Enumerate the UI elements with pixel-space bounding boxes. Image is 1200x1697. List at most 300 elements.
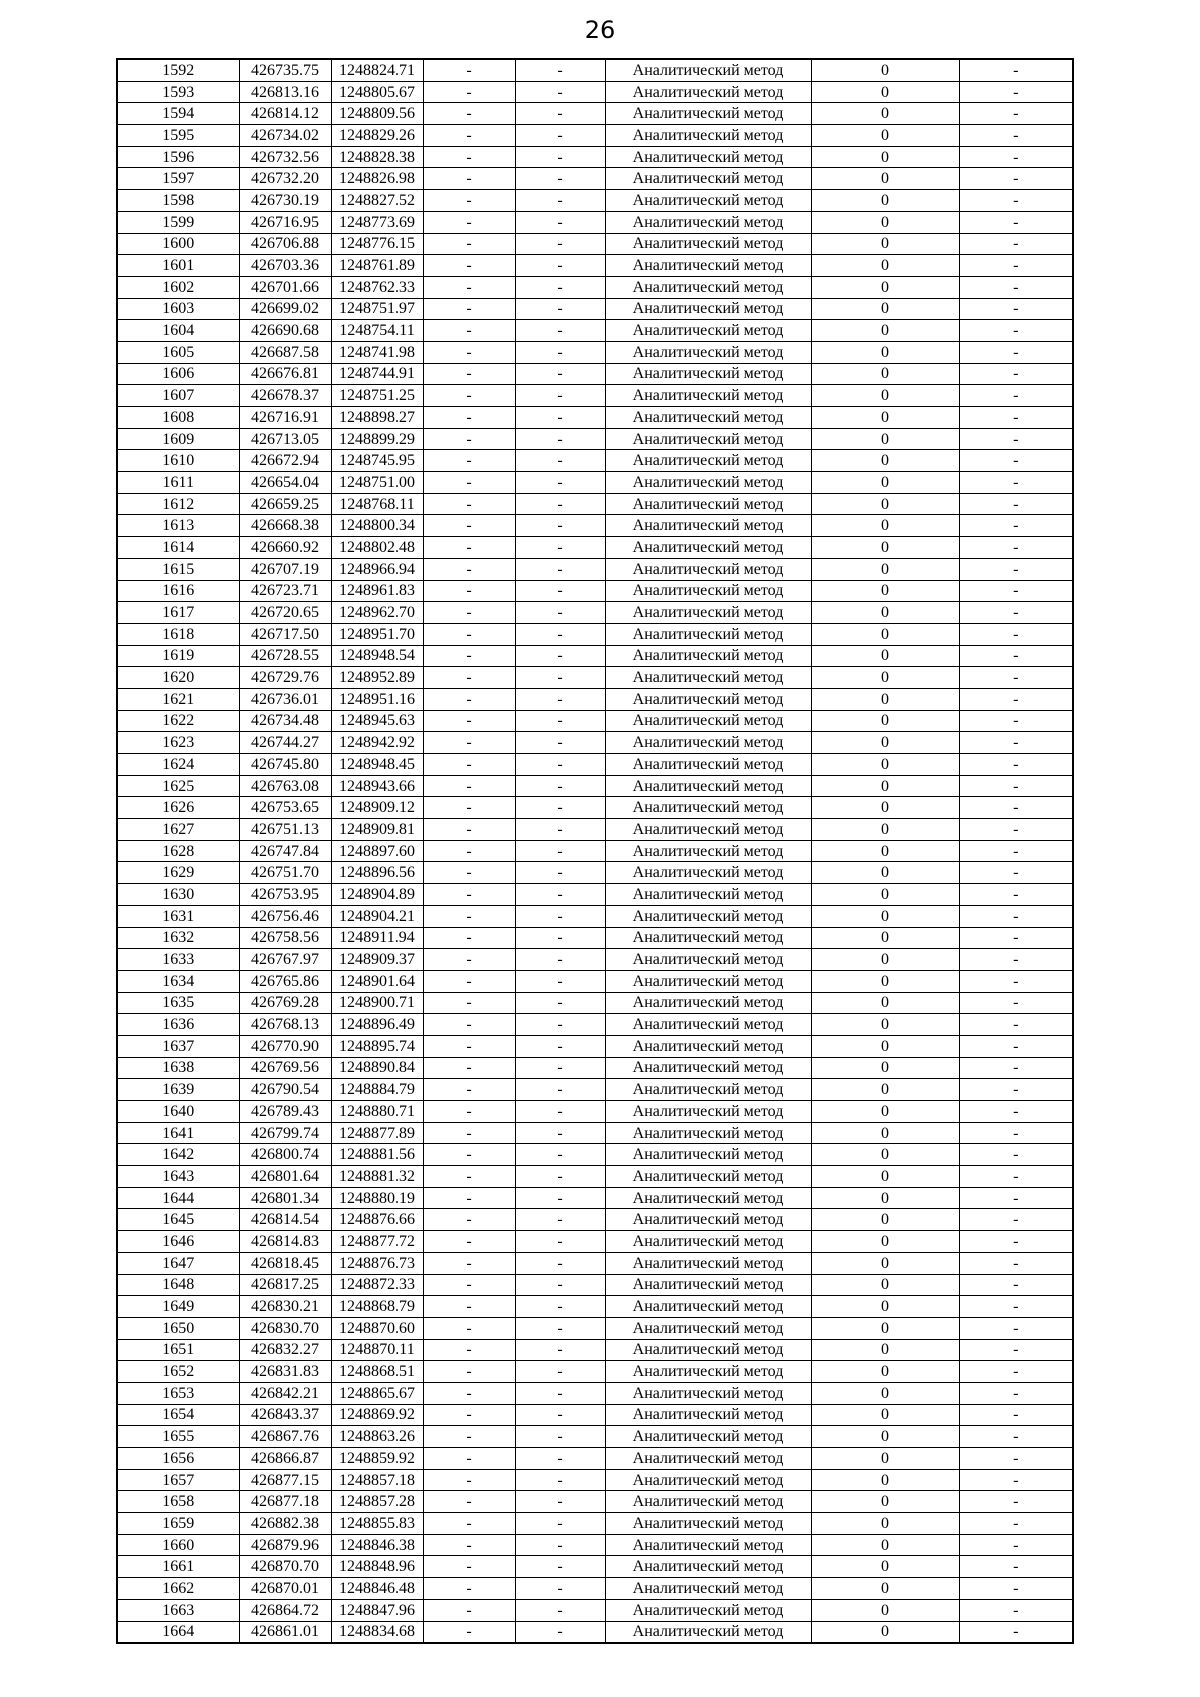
table-row	[117, 667, 1073, 689]
value-cell: 0	[811, 472, 959, 494]
x-coordinate-cell: 426690.68	[239, 320, 331, 342]
point-number-cell: 1610	[117, 450, 239, 472]
point-number-cell: 1659	[117, 1513, 239, 1535]
value-cell: 0	[811, 320, 959, 342]
dash-cell: -	[959, 320, 1073, 342]
x-coordinate-cell: 426814.83	[239, 1231, 331, 1253]
dash-cell: -	[515, 146, 605, 168]
dash-cell: -	[423, 1317, 515, 1339]
y-coordinate-cell: 1248911.94	[331, 927, 423, 949]
value-cell: 0	[811, 168, 959, 190]
dash-cell: -	[423, 1122, 515, 1144]
dash-cell: -	[423, 1621, 515, 1643]
y-coordinate-cell: 1248751.25	[331, 385, 423, 407]
dash-cell: -	[423, 1144, 515, 1166]
table-row	[117, 190, 1073, 212]
dash-cell: -	[423, 298, 515, 320]
dash-cell: -	[515, 1448, 605, 1470]
y-coordinate-cell: 1248863.26	[331, 1426, 423, 1448]
method-cell: Аналитический метод	[605, 1252, 811, 1274]
point-number-cell: 1625	[117, 775, 239, 797]
y-coordinate-cell: 1248884.79	[331, 1079, 423, 1101]
dash-cell: -	[959, 1101, 1073, 1123]
point-number-cell: 1611	[117, 472, 239, 494]
x-coordinate-cell: 426751.13	[239, 819, 331, 841]
dash-cell: -	[423, 1513, 515, 1535]
point-number-cell: 1620	[117, 667, 239, 689]
method-cell: Аналитический метод	[605, 1014, 811, 1036]
dash-cell: -	[423, 1274, 515, 1296]
value-cell: 0	[811, 1513, 959, 1535]
x-coordinate-cell: 426870.01	[239, 1578, 331, 1600]
point-number-cell: 1624	[117, 754, 239, 776]
point-number-cell: 1657	[117, 1469, 239, 1491]
value-cell: 0	[811, 1231, 959, 1253]
method-cell: Аналитический метод	[605, 754, 811, 776]
point-number-cell: 1600	[117, 233, 239, 255]
dash-cell: -	[515, 1296, 605, 1318]
dash-cell: -	[959, 428, 1073, 450]
y-coordinate-cell: 1248865.67	[331, 1382, 423, 1404]
dash-cell: -	[959, 146, 1073, 168]
value-cell: 0	[811, 1534, 959, 1556]
dash-cell: -	[515, 276, 605, 298]
dash-cell: -	[515, 688, 605, 710]
dash-cell: -	[515, 1361, 605, 1383]
dash-cell: -	[423, 1556, 515, 1578]
dash-cell: -	[959, 667, 1073, 689]
y-coordinate-cell: 1248805.67	[331, 81, 423, 103]
value-cell: 0	[811, 1382, 959, 1404]
x-coordinate-cell: 426861.01	[239, 1621, 331, 1643]
table-row	[117, 103, 1073, 125]
y-coordinate-cell: 1248824.71	[331, 59, 423, 81]
method-cell: Аналитический метод	[605, 1578, 811, 1600]
point-number-cell: 1597	[117, 168, 239, 190]
table-row	[117, 1491, 1073, 1513]
value-cell: 0	[811, 905, 959, 927]
value-cell: 0	[811, 1491, 959, 1513]
dash-cell: -	[423, 754, 515, 776]
value-cell: 0	[811, 754, 959, 776]
dash-cell: -	[515, 1556, 605, 1578]
method-cell: Аналитический метод	[605, 407, 811, 429]
dash-cell: -	[515, 1035, 605, 1057]
x-coordinate-cell: 426729.76	[239, 667, 331, 689]
dash-cell: -	[959, 754, 1073, 776]
table-row	[117, 819, 1073, 841]
x-coordinate-cell: 426864.72	[239, 1599, 331, 1621]
dash-cell: -	[515, 103, 605, 125]
x-coordinate-cell: 426831.83	[239, 1361, 331, 1383]
method-cell: Аналитический метод	[605, 1534, 811, 1556]
dash-cell: -	[423, 59, 515, 81]
dash-cell: -	[423, 493, 515, 515]
y-coordinate-cell: 1248948.45	[331, 754, 423, 776]
point-number-cell: 1603	[117, 298, 239, 320]
table-row	[117, 81, 1073, 103]
table-row	[117, 1404, 1073, 1426]
dash-cell: -	[959, 1296, 1073, 1318]
value-cell: 0	[811, 819, 959, 841]
y-coordinate-cell: 1248890.84	[331, 1057, 423, 1079]
point-number-cell: 1613	[117, 515, 239, 537]
method-cell: Аналитический метод	[605, 1448, 811, 1470]
x-coordinate-cell: 426707.19	[239, 558, 331, 580]
y-coordinate-cell: 1248942.92	[331, 732, 423, 754]
dash-cell: -	[959, 1491, 1073, 1513]
dash-cell: -	[423, 1079, 515, 1101]
dash-cell: -	[515, 168, 605, 190]
method-cell: Аналитический метод	[605, 949, 811, 971]
dash-cell: -	[959, 1534, 1073, 1556]
dash-cell: -	[959, 927, 1073, 949]
dash-cell: -	[515, 710, 605, 732]
dash-cell: -	[959, 341, 1073, 363]
y-coordinate-cell: 1248848.96	[331, 1556, 423, 1578]
x-coordinate-cell: 426728.55	[239, 645, 331, 667]
method-cell: Аналитический метод	[605, 819, 811, 841]
table-row	[117, 298, 1073, 320]
value-cell: 0	[811, 450, 959, 472]
x-coordinate-cell: 426765.86	[239, 970, 331, 992]
dash-cell: -	[423, 732, 515, 754]
dash-cell: -	[515, 233, 605, 255]
value-cell: 0	[811, 1317, 959, 1339]
method-cell: Аналитический метод	[605, 623, 811, 645]
dash-cell: -	[515, 81, 605, 103]
x-coordinate-cell: 426813.16	[239, 81, 331, 103]
table-row	[117, 1469, 1073, 1491]
x-coordinate-cell: 426734.02	[239, 125, 331, 147]
method-cell: Аналитический метод	[605, 211, 811, 233]
y-coordinate-cell: 1248904.89	[331, 884, 423, 906]
dash-cell: -	[515, 1426, 605, 1448]
y-coordinate-cell: 1248868.51	[331, 1361, 423, 1383]
x-coordinate-cell: 426817.25	[239, 1274, 331, 1296]
method-cell: Аналитический метод	[605, 710, 811, 732]
table-row	[117, 363, 1073, 385]
dash-cell: -	[423, 428, 515, 450]
dash-cell: -	[515, 1079, 605, 1101]
x-coordinate-cell: 426830.21	[239, 1296, 331, 1318]
table-row	[117, 1274, 1073, 1296]
table-row	[117, 1209, 1073, 1231]
dash-cell: -	[959, 645, 1073, 667]
value-cell: 0	[811, 537, 959, 559]
y-coordinate-cell: 1248880.19	[331, 1187, 423, 1209]
dash-cell: -	[423, 211, 515, 233]
value-cell: 0	[811, 298, 959, 320]
dash-cell: -	[959, 1621, 1073, 1643]
dash-cell: -	[959, 103, 1073, 125]
y-coordinate-cell: 1248762.33	[331, 276, 423, 298]
point-number-cell: 1602	[117, 276, 239, 298]
x-coordinate-cell: 426713.05	[239, 428, 331, 450]
dash-cell: -	[423, 558, 515, 580]
x-coordinate-cell: 426799.74	[239, 1122, 331, 1144]
dash-cell: -	[959, 732, 1073, 754]
y-coordinate-cell: 1248859.92	[331, 1448, 423, 1470]
dash-cell: -	[515, 1404, 605, 1426]
dash-cell: -	[423, 1578, 515, 1600]
y-coordinate-cell: 1248868.79	[331, 1296, 423, 1318]
dash-cell: -	[515, 363, 605, 385]
dash-cell: -	[959, 1035, 1073, 1057]
table-row	[117, 493, 1073, 515]
dash-cell: -	[423, 320, 515, 342]
point-number-cell: 1592	[117, 59, 239, 81]
point-number-cell: 1638	[117, 1057, 239, 1079]
method-cell: Аналитический метод	[605, 1035, 811, 1057]
table-row	[117, 580, 1073, 602]
table-row	[117, 970, 1073, 992]
point-number-cell: 1631	[117, 905, 239, 927]
y-coordinate-cell: 1248961.83	[331, 580, 423, 602]
dash-cell: -	[515, 992, 605, 1014]
y-coordinate-cell: 1248751.00	[331, 472, 423, 494]
value-cell: 0	[811, 211, 959, 233]
point-number-cell: 1664	[117, 1621, 239, 1643]
x-coordinate-cell: 426751.70	[239, 862, 331, 884]
value-cell: 0	[811, 1144, 959, 1166]
table-row	[117, 840, 1073, 862]
table-row	[117, 754, 1073, 776]
y-coordinate-cell: 1248951.70	[331, 623, 423, 645]
method-cell: Аналитический метод	[605, 1339, 811, 1361]
value-cell: 0	[811, 884, 959, 906]
value-cell: 0	[811, 190, 959, 212]
point-number-cell: 1658	[117, 1491, 239, 1513]
method-cell: Аналитический метод	[605, 59, 811, 81]
dash-cell: -	[515, 1122, 605, 1144]
value-cell: 0	[811, 1339, 959, 1361]
method-cell: Аналитический метод	[605, 1122, 811, 1144]
method-cell: Аналитический метод	[605, 992, 811, 1014]
method-cell: Аналитический метод	[605, 558, 811, 580]
dash-cell: -	[959, 1057, 1073, 1079]
table-row	[117, 168, 1073, 190]
dash-cell: -	[959, 1122, 1073, 1144]
dash-cell: -	[959, 1599, 1073, 1621]
x-coordinate-cell: 426867.76	[239, 1426, 331, 1448]
method-cell: Аналитический метод	[605, 255, 811, 277]
value-cell: 0	[811, 558, 959, 580]
method-cell: Аналитический метод	[605, 1317, 811, 1339]
dash-cell: -	[423, 992, 515, 1014]
value-cell: 0	[811, 1252, 959, 1274]
dash-cell: -	[959, 255, 1073, 277]
table-row	[117, 1296, 1073, 1318]
y-coordinate-cell: 1248962.70	[331, 602, 423, 624]
x-coordinate-cell: 426866.87	[239, 1448, 331, 1470]
dash-cell: -	[423, 1448, 515, 1470]
y-coordinate-cell: 1248899.29	[331, 428, 423, 450]
dash-cell: -	[959, 1426, 1073, 1448]
dash-cell: -	[959, 81, 1073, 103]
value-cell: 0	[811, 1448, 959, 1470]
y-coordinate-cell: 1248895.74	[331, 1035, 423, 1057]
table-row	[117, 775, 1073, 797]
table-row	[117, 1014, 1073, 1036]
dash-cell: -	[515, 255, 605, 277]
point-number-cell: 1593	[117, 81, 239, 103]
value-cell: 0	[811, 862, 959, 884]
dash-cell: -	[423, 407, 515, 429]
dash-cell: -	[959, 125, 1073, 147]
dash-cell: -	[959, 1317, 1073, 1339]
table-row	[117, 732, 1073, 754]
value-cell: 0	[811, 146, 959, 168]
dash-cell: -	[423, 1361, 515, 1383]
dash-cell: -	[515, 970, 605, 992]
dash-cell: -	[515, 797, 605, 819]
point-number-cell: 1628	[117, 840, 239, 862]
point-number-cell: 1633	[117, 949, 239, 971]
x-coordinate-cell: 426678.37	[239, 385, 331, 407]
value-cell: 0	[811, 1556, 959, 1578]
point-number-cell: 1644	[117, 1187, 239, 1209]
y-coordinate-cell: 1248800.34	[331, 515, 423, 537]
dash-cell: -	[423, 970, 515, 992]
dash-cell: -	[423, 1252, 515, 1274]
value-cell: 0	[811, 341, 959, 363]
table-row	[117, 450, 1073, 472]
y-coordinate-cell: 1248761.89	[331, 255, 423, 277]
dash-cell: -	[423, 255, 515, 277]
y-coordinate-cell: 1248943.66	[331, 775, 423, 797]
x-coordinate-cell: 426789.43	[239, 1101, 331, 1123]
dash-cell: -	[423, 363, 515, 385]
table-row	[117, 385, 1073, 407]
table-row	[117, 1166, 1073, 1188]
method-cell: Аналитический метод	[605, 840, 811, 862]
point-number-cell: 1663	[117, 1599, 239, 1621]
value-cell: 0	[811, 233, 959, 255]
table-row	[117, 645, 1073, 667]
dash-cell: -	[423, 645, 515, 667]
x-coordinate-cell: 426723.71	[239, 580, 331, 602]
dash-cell: -	[515, 645, 605, 667]
method-cell: Аналитический метод	[605, 363, 811, 385]
x-coordinate-cell: 426734.48	[239, 710, 331, 732]
table-row	[117, 1144, 1073, 1166]
dash-cell: -	[959, 884, 1073, 906]
y-coordinate-cell: 1248857.28	[331, 1491, 423, 1513]
y-coordinate-cell: 1248877.89	[331, 1122, 423, 1144]
dash-cell: -	[423, 1231, 515, 1253]
x-coordinate-cell: 426654.04	[239, 472, 331, 494]
dash-cell: -	[515, 1101, 605, 1123]
point-number-cell: 1652	[117, 1361, 239, 1383]
table-row	[117, 992, 1073, 1014]
dash-cell: -	[959, 407, 1073, 429]
table-row	[117, 1513, 1073, 1535]
dash-cell: -	[423, 1491, 515, 1513]
value-cell: 0	[811, 1469, 959, 1491]
table-row	[117, 1426, 1073, 1448]
dash-cell: -	[423, 1014, 515, 1036]
dash-cell: -	[959, 1448, 1073, 1470]
table-row	[117, 1317, 1073, 1339]
dash-cell: -	[959, 363, 1073, 385]
y-coordinate-cell: 1248872.33	[331, 1274, 423, 1296]
dash-cell: -	[959, 862, 1073, 884]
value-cell: 0	[811, 970, 959, 992]
point-number-cell: 1634	[117, 970, 239, 992]
y-coordinate-cell: 1248870.60	[331, 1317, 423, 1339]
table-row	[117, 949, 1073, 971]
dash-cell: -	[423, 602, 515, 624]
point-number-cell: 1646	[117, 1231, 239, 1253]
method-cell: Аналитический метод	[605, 1426, 811, 1448]
y-coordinate-cell: 1248828.38	[331, 146, 423, 168]
table-row	[117, 276, 1073, 298]
value-cell: 0	[811, 927, 959, 949]
y-coordinate-cell: 1248876.66	[331, 1209, 423, 1231]
x-coordinate-cell: 426753.95	[239, 884, 331, 906]
y-coordinate-cell: 1248904.21	[331, 905, 423, 927]
y-coordinate-cell: 1248896.49	[331, 1014, 423, 1036]
table-row	[117, 1057, 1073, 1079]
table-row	[117, 537, 1073, 559]
y-coordinate-cell: 1248870.11	[331, 1339, 423, 1361]
dash-cell: -	[515, 949, 605, 971]
value-cell: 0	[811, 1296, 959, 1318]
point-number-cell: 1662	[117, 1578, 239, 1600]
method-cell: Аналитический метод	[605, 385, 811, 407]
dash-cell: -	[423, 797, 515, 819]
dash-cell: -	[515, 558, 605, 580]
value-cell: 0	[811, 385, 959, 407]
dash-cell: -	[423, 688, 515, 710]
y-coordinate-cell: 1248876.73	[331, 1252, 423, 1274]
method-cell: Аналитический метод	[605, 1079, 811, 1101]
point-number-cell: 1650	[117, 1317, 239, 1339]
table-row	[117, 688, 1073, 710]
value-cell: 0	[811, 1057, 959, 1079]
y-coordinate-cell: 1248776.15	[331, 233, 423, 255]
y-coordinate-cell: 1248846.48	[331, 1578, 423, 1600]
value-cell: 0	[811, 1014, 959, 1036]
value-cell: 0	[811, 1166, 959, 1188]
table-row	[117, 341, 1073, 363]
dash-cell: -	[423, 515, 515, 537]
method-cell: Аналитический метод	[605, 602, 811, 624]
point-number-cell: 1616	[117, 580, 239, 602]
dash-cell: -	[515, 602, 605, 624]
point-number-cell: 1635	[117, 992, 239, 1014]
dash-cell: -	[959, 1079, 1073, 1101]
dash-cell: -	[423, 190, 515, 212]
method-cell: Аналитический метод	[605, 775, 811, 797]
dash-cell: -	[515, 1339, 605, 1361]
dash-cell: -	[515, 905, 605, 927]
method-cell: Аналитический метод	[605, 1274, 811, 1296]
point-number-cell: 1632	[117, 927, 239, 949]
table-row	[117, 862, 1073, 884]
dash-cell: -	[423, 450, 515, 472]
point-number-cell: 1596	[117, 146, 239, 168]
dash-cell: -	[959, 1274, 1073, 1296]
point-number-cell: 1655	[117, 1426, 239, 1448]
dash-cell: -	[515, 623, 605, 645]
dash-cell: -	[959, 59, 1073, 81]
point-number-cell: 1640	[117, 1101, 239, 1123]
dash-cell: -	[423, 623, 515, 645]
value-cell: 0	[811, 363, 959, 385]
dash-cell: -	[515, 580, 605, 602]
